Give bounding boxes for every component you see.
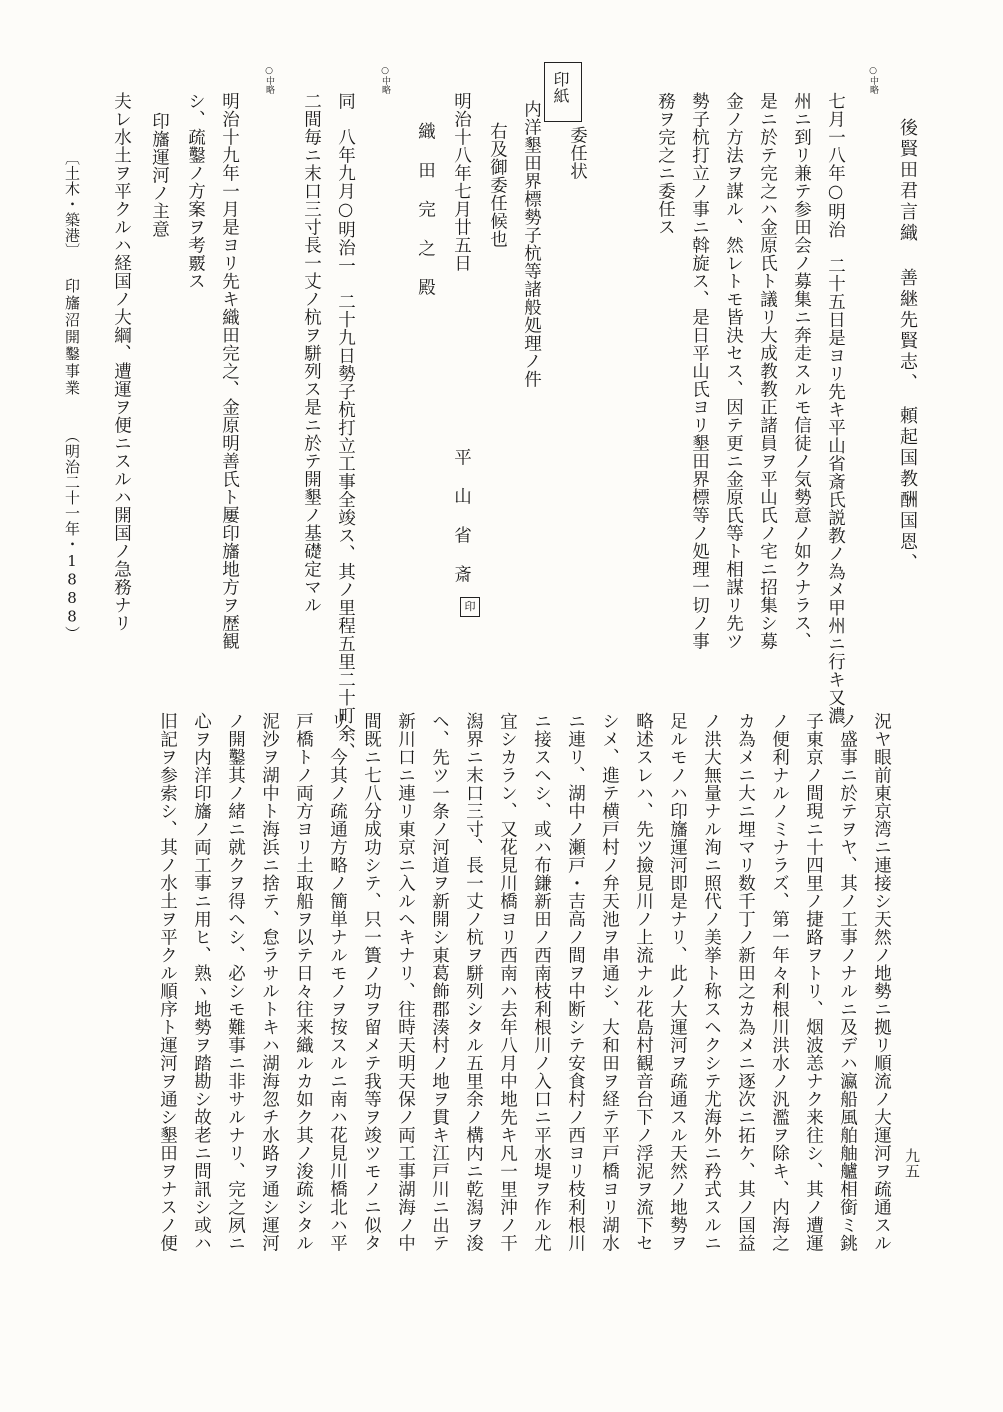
stamp-label: 印紙 [551,71,570,104]
text-line: ニ接スヘシ、或ハ布鎌新田ノ西南枝利根川ノ入口ニ平水堤ヲ作ル尤 [531,712,552,1252]
text-line: 新川口ニ連リ東京ニ入ルヘキナリ、往時天明天保ノ両工事湖海ノ中 [395,712,416,1252]
text-line: 潟界ニ末口三寸、長一丈ノ杭ヲ駢列シタル五里余ノ構内ニ乾潟ヲ浚 [463,712,484,1252]
text-line: 右及御委任候也 [487,122,508,248]
text-line: 足ルモノハ印旛運河即是ナリ、此ノ大運河ヲ疏通スル天然ノ地勢ヲ [667,712,688,1252]
document-title: 委任状 [567,126,588,180]
quoted-verse: 後賢田君言織 善継先賢志、 頼起国教酬国恩、 [897,118,918,574]
section-label: 〔土木・築港〕 [63,150,81,259]
date-line: 明治十八年七月廿五日 [451,92,472,272]
text-line: 宜シカラン、又花見川橋ヨリ西南ハ去年八月中地先キ凡一里沖ノ干 [497,712,518,1252]
text-line: 戸橋トノ両方ヨリ土取船ヲ以テ日々往来織ルカ如ク其ノ浚疏シタル [293,712,314,1252]
text-line: ニ連リ、湖中ノ瀬戸・吉高ノ間ヲ中断シテ安食村ノ西ヨリ枝利根川 [565,712,586,1252]
text-line: ノ盛事ニ於テヲヤ、其ノ工事ノナルニ及デハ瀛船風舶舳艫相銜ミ銚 [837,712,858,1252]
editorial-note: ○中略 [264,66,274,94]
text-line: 州ニ到リ兼テ参田会ノ募集ニ奔走スルモ信徒ノ気勢意ノ如クナラス、 [791,92,812,650]
editorial-note: ○中略 [380,66,390,94]
text-line: 内洋墾田界標勢子杭等諸般処理ノ件 [521,100,542,388]
text-line: ノ便利ナルノミナラズ、第一年々利根川洪水ノ汎濫ヲ除キ、内海之 [769,712,790,1252]
text-line: 是ニ於テ完之ハ金原氏ト議リ大成教教正諸員ヲ平山氏ノ宅ニ招集シ募 [757,92,778,650]
text-line: カ為メニ大ニ埋マリ数千丁ノ新田之カ為メニ逐次ニ拓ケ、其ノ国益 [735,712,756,1252]
text-line: シメ、進テ横戸村ノ弁天池ヲ串通シ、大和田ヲ経テ平戸橋ヨリ湖水 [599,712,620,1252]
text-line: 二間毎ニ末口三寸長一丈ノ杭ヲ駢列ス是ニ於テ開墾ノ基礎定マル [301,92,322,614]
text-line: 明治十九年一月是ヨリ先キ織田完之、金原明善氏ト屢印旛地方ヲ歴観 [219,92,240,650]
text-line: 旧記ヲ参索シ、其ノ水土ヲ平クル順序ト運河ヲ通シ墾田ヲナスノ便 [157,712,178,1252]
project-title: 印旛沼開鑿事業 [63,278,81,397]
text-line: 略述スレハ、先ツ撿見川ノ上流ナル花島村観音台下ノ浮泥ヲ流下セ [633,712,654,1252]
text-line: 務ヲ完之ニ委任ス [655,92,676,236]
text-line: 間既ニ七八分成功シテ、只一簣ノ功ヲ留メテ我等ヲ竣ツモノニ似タ [361,712,382,1252]
era-label: （明治二十一年・1888） [63,428,81,642]
text-line: 七月一八年○明治 二十五日是ヨリ先キ平山省斎氏説教ノ為メ甲州ニ行キ又濃 [825,92,846,725]
signer-name: 平 山 省 斎 [451,448,472,585]
section-heading: 印旛運河ノ主意 [149,112,170,238]
text-line: リ、今其ノ疏通方略ノ簡単ナルモノヲ按スルニ南ハ花見川橋北ハ平 [327,712,348,1252]
text-line: ノ洪大無量ナル洵ニ照代ノ美挙ト称スヘクシテ尤海外ニ矜式スルニ [701,712,722,1252]
page-number: 九五 [903,1148,921,1179]
text-line: シ、疏鑿ノ方案ヲ考覈ス [185,92,206,290]
text-line: 泥沙ヲ湖中ト海浜ニ捨テ、怠ラサルトキハ湖海忽チ水路ヲ通シ運河 [259,712,280,1252]
revenue-stamp-box [544,62,582,122]
text-line: 心ヲ内洋印旛ノ両工事ニ用ヒ、熟ヽ地勢ヲ踏勘シ故老ニ問訊シ或ハ [191,712,212,1252]
editorial-note: ○中略 [868,66,878,94]
text-line: 金ノ方法ヲ謀ル、然レトモ皆決セス、因テ更ニ金原氏等ト相謀リ先ツ [723,92,744,650]
text-line: 子東京ノ間現ニ十四里ノ捷路ヲトリ、烟波恙ナク来往シ、其ノ遭運 [803,712,824,1252]
text-line: 同 八年九月○明治一 二十九日勢子杭打立工事全竣ス、其ノ里程五里二十町余、 [335,92,356,761]
text-line: 勢子杭打立ノ事ニ斡旋ス、是日平山氏ヨリ墾田界標等ノ処理一切ノ事 [689,92,710,650]
text-line: 夫レ水土ヲ平クルハ経国ノ大綱、遭運ヲ便ニスルハ開国ノ急務ナリ [111,92,132,632]
text-line: ノ開鑿其ノ緒ニ就クヲ得ヘシ、必シモ難事ニ非サルナリ、完之夙ニ [225,712,246,1252]
seal-mark: 印 [460,597,480,617]
addressee-name: 織 田 完 之 殿 [415,122,436,298]
text-line: ヘ、先ツ一条ノ河道ヲ新開シ東葛飾郡湊村ノ地ヲ貫キ江戸川ニ出テ [429,712,450,1252]
text-line: 況ヤ眼前東京湾ニ連接シ天然ノ地勢ニ拠リ順流ノ大運河ヲ疏通スル [871,712,892,1252]
